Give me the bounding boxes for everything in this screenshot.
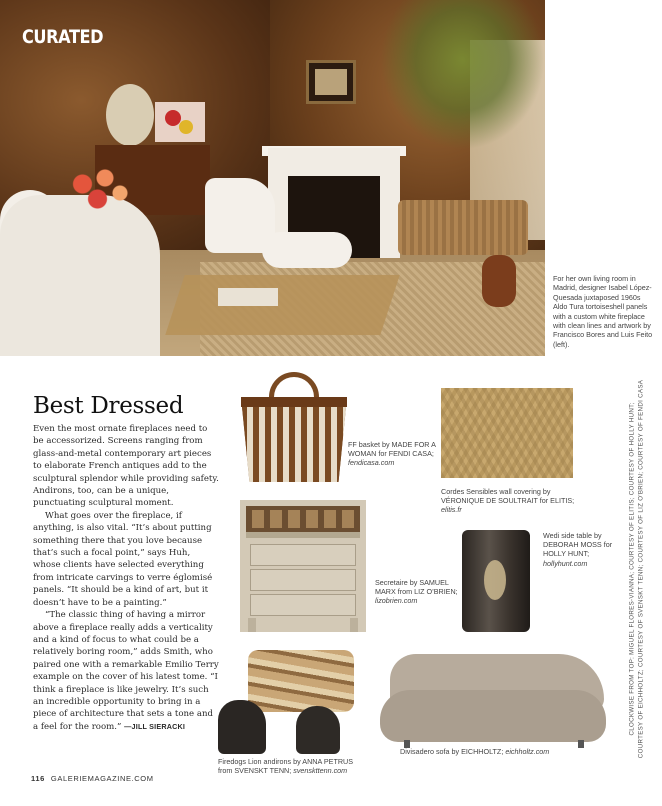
firedogs-caption-text: Firedogs Lion andirons by ANNA PETRUS from SVENSKT TENN; (218, 757, 354, 776)
magazine-site: GALERIEMAGAZINE.COM (50, 774, 154, 783)
sofa-caption-text: Divisadero sofa by EICHHOLTZ; (400, 747, 504, 756)
secretaire-leg (350, 618, 358, 632)
secretaire-drawer (250, 594, 356, 616)
secretaire-drawer (250, 544, 356, 566)
secretaire-caption-text: Secretaire by SAMUEL MARX from LIZ O’BRIEN; (375, 578, 458, 597)
secretaire-drawer (250, 569, 356, 591)
article-paragraph: “The classic thing of having a mirror above a fireplace really adds a verticality and a kind of focus to what could be a relatively boring room,” adds Smith, who paired one with a remarkable Emilio Terry example on the cover of his latest tome. “I think a fireplace is like jewelry. It’s such an incredible opportunity to bring in a piece of architecture that sets a tone and a feel for the room.” (33, 610, 219, 732)
basket-caption-url: fendicasa.com (348, 458, 395, 468)
cubby (324, 510, 336, 528)
lion-andiron (296, 706, 340, 754)
basket-caption (348, 440, 440, 468)
firewood-logs (248, 650, 354, 712)
firedogs-image (218, 650, 356, 754)
shell-sculpture (106, 84, 154, 146)
lion-andiron (218, 700, 266, 754)
wall-covering-swatch (441, 388, 573, 478)
firedogs-caption-url: svenskttenn.com (293, 766, 348, 776)
photo-credits (620, 378, 656, 760)
secretaire-image (240, 500, 366, 632)
side-table-caption-text: Wedi side table by DEBORAH MOSS for HOLLY HUNT; (543, 531, 613, 559)
hero-photo (0, 0, 545, 356)
basket-body (241, 397, 347, 482)
page-number: 116 (31, 774, 45, 783)
article-paragraph: Even the most ornate fireplaces need to be accessorized. Screens ranging from glass-and-metal contemporary art pieces to elaborate French antiques add to the sculptural splendor while providing safety. Andirons, too, can be a unique, punctuating sculptural moment. (33, 424, 219, 509)
side-table-caption-url: hollyhunt.com (543, 558, 588, 568)
flower-bouquet (60, 160, 135, 220)
sofa-caption (400, 747, 550, 756)
article-paragraph: What goes over the fireplace, if anything, is also vital. “It’s about putting something there that you love because that’s such a focal point,” says Huh, whose clients have selected everything from intricate carvings to verre églomisé panels. “It should be a kind of art, but it doesn’t have to be a painting.” (33, 510, 213, 608)
wall-covering-caption (441, 487, 579, 515)
abstract-artwork (155, 102, 205, 142)
cubby (342, 510, 354, 528)
side-table-image (462, 530, 530, 632)
secretaire-cubbies (246, 506, 360, 532)
article-title: Best Dressed (33, 393, 184, 419)
secretaire-caption-url: lizobrien.com (375, 596, 418, 606)
firedogs-caption (218, 757, 368, 775)
sofa-image (380, 648, 608, 748)
secretaire-writing-flap (246, 532, 360, 538)
cubby (288, 510, 300, 528)
basket-rim (241, 397, 347, 407)
secretaire-leg (248, 618, 256, 632)
tree (380, 0, 545, 150)
folio (31, 774, 154, 783)
wall-covering-caption-text: Cordes Sensibles wall covering by VÉRONIQUE DE SOULTRAIT for ELITIS; (441, 487, 575, 506)
basket-caption-text: FF basket by MADE FOR A WOMAN for FENDI CASA; (348, 440, 436, 459)
byline: —JILL SIERACKI (124, 721, 186, 731)
secretaire-caption (375, 578, 461, 606)
cubby (306, 510, 318, 528)
sofa-foot (578, 740, 584, 748)
basket-image (241, 372, 347, 482)
cubby (270, 510, 282, 528)
framed-artwork (306, 60, 356, 104)
side-table-caption (543, 531, 613, 568)
cubby (252, 510, 264, 528)
credit-line: CLOCKWISE FROM TOP: MIGUEL FLORES-VIANNA; COURTESY OF ELITIS; COURTESY OF HOLLY HUNT; (628, 402, 636, 736)
sofa-seat (380, 690, 606, 742)
wall-covering-caption-url: elitis.fr (441, 505, 462, 515)
sofa-caption-url: eichholtz.com (505, 747, 550, 756)
coffee-table (165, 275, 399, 335)
wooden-stool (482, 255, 516, 307)
article-body (33, 423, 219, 733)
woven-baskets (398, 200, 528, 255)
books (218, 288, 278, 306)
credit-line: COURTESY OF EICHHOLTZ; COURTESY OF SVENSKT TENN; COURTESY OF LIZ O'BRIEN; COURTESY OF FENDI CASA (637, 379, 645, 759)
hero-caption: For her own living room in Madrid, designer Isabel López-Quesada juxtaposed 1960s Aldo Tura tortoiseshell panels with a custom white fireplace with clean lines and artwork by Francisco Bores and Luis Feito (left). (553, 274, 653, 349)
section-label: CURATED (22, 26, 104, 48)
ottoman (262, 232, 352, 268)
